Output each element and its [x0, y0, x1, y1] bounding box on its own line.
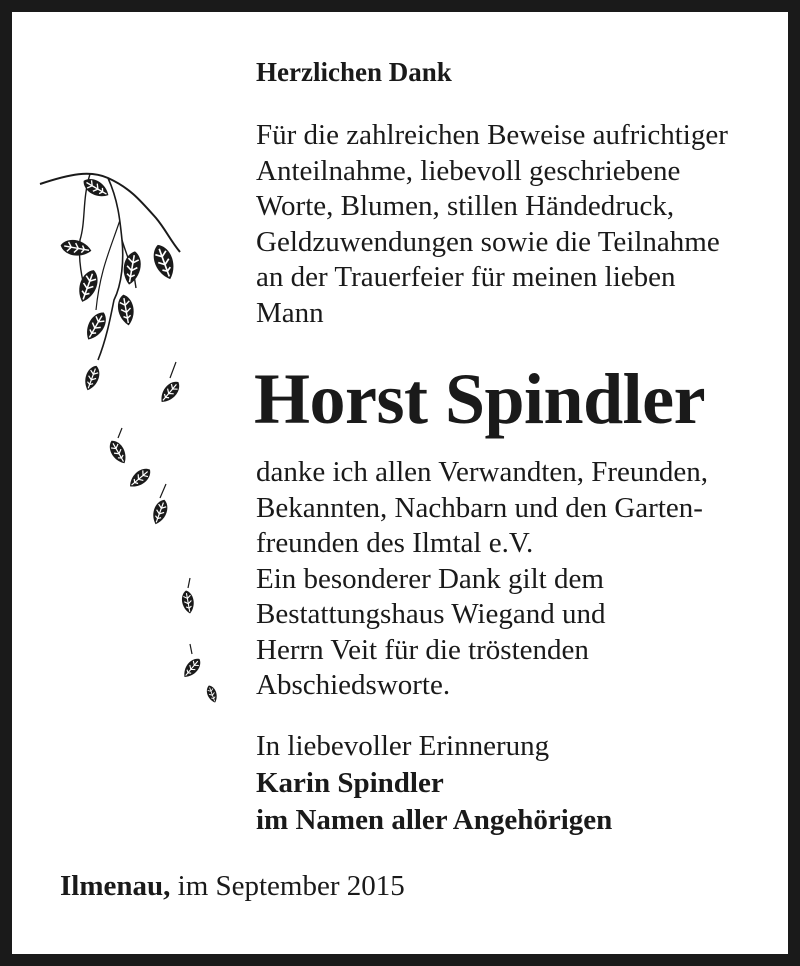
closing-text: In liebevoller Erinnerung — [256, 730, 550, 762]
signer-note: im Namen aller Angehörigen — [256, 804, 613, 836]
heading: Herzlichen Dank — [256, 57, 452, 87]
closing-block — [256, 728, 612, 839]
deceased-name: Horst Spindler — [254, 359, 706, 439]
intro-line: Für die zahlreichen Beweise aufrichtiger — [256, 119, 728, 151]
thanks-line: Bestattungshaus Wiegand und — [256, 598, 606, 630]
intro-line: Mann — [256, 296, 324, 329]
thanks-line: danke ich allen Verwandten, Freunden, — [256, 456, 709, 488]
signer-name: Karin Spindler — [256, 767, 444, 799]
intro-text — [256, 118, 728, 331]
thanks-line: Ein besonderer Dank gilt dem — [256, 562, 604, 595]
intro-line: Geldzuwendungen sowie die Teilnahme — [256, 225, 720, 258]
place-name: Ilmenau, — [60, 870, 171, 902]
thanks-line: freunden des Ilmtal e.V. — [256, 527, 534, 559]
intro-line: an der Trauerfeier für meinen lieben — [256, 261, 676, 293]
date-text: im September 2015 — [170, 870, 405, 902]
thanks-line: Abschiedsworte. — [256, 669, 451, 701]
thanks-line: Herrn Veit für die tröstenden — [256, 633, 589, 666]
thanks-text — [256, 455, 708, 704]
falling-leaves-icon — [30, 160, 230, 720]
intro-line: Anteilnahme, liebevoll geschriebene — [256, 154, 681, 187]
intro-line: Worte, Blumen, stillen Händedruck, — [256, 190, 675, 222]
thanks-line: Bekannten, Nachbarn und den Garten- — [256, 491, 703, 524]
place-date — [60, 868, 405, 904]
